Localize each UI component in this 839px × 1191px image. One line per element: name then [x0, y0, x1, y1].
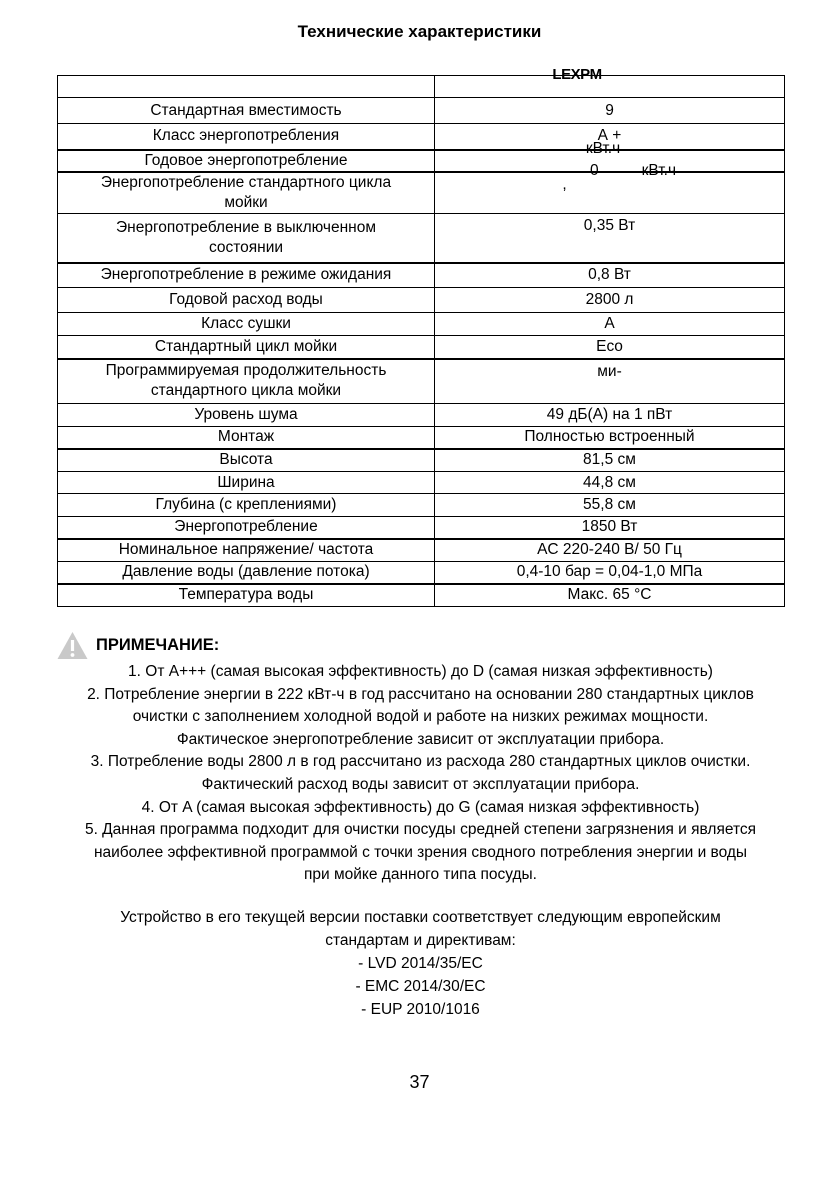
spec-value: 1850 Вт — [435, 517, 785, 539]
page-title: Технические характеристики — [297, 22, 542, 41]
spec-label: Энергопотребление — [58, 517, 435, 539]
compliance-line: - EMC 2014/30/EC — [355, 978, 486, 995]
note-lines — [57, 661, 784, 887]
spec-value: 9 — [435, 98, 785, 124]
spec-value: 0,4-10 бар = 0,04-1,0 МПа — [435, 562, 785, 584]
table-row — [58, 449, 785, 472]
spec-value: , — [435, 172, 785, 214]
warning-icon — [57, 631, 88, 660]
spec-label: Энергопотребление в выключенном состоянии — [58, 214, 435, 263]
spec-label: Класс энергопотребления — [58, 124, 435, 150]
spec-label: Стандартный цикл мойки — [58, 336, 435, 359]
specs-table-wrapper — [57, 66, 784, 607]
spec-value: AC 220-240 В/ 50 Гц — [435, 539, 785, 562]
note-line: 4. От A (самая высокая эффективность) до G (самая низкая эффективность) — [141, 798, 700, 816]
compliance-line: стандартам и директивам: — [325, 932, 516, 949]
note-line: 2. Потребление энергии в 222 кВт-ч в год рассчитано на основании 280 стандартных циклов — [87, 685, 754, 703]
spec-label: Стандартная вместимость — [58, 98, 435, 124]
spec-value: Макс. 65 °С — [435, 584, 785, 607]
table-row — [58, 313, 785, 336]
table-row — [58, 98, 785, 124]
table-row — [58, 214, 785, 263]
spec-label: Уровень шума — [58, 404, 435, 427]
spec-label: Глубина (с креплениями) — [58, 494, 435, 517]
table-row — [58, 336, 785, 359]
spec-label: Энергопотребление стандартного цикла мойки — [58, 172, 435, 214]
table-row — [58, 584, 785, 607]
spec-label: Давление воды (давление потока) — [58, 562, 435, 584]
model-name-overlay: LEXPM — [552, 66, 602, 83]
page-number: 37 — [409, 1072, 430, 1092]
table-row — [58, 124, 785, 150]
specs-table — [57, 75, 785, 607]
note-line: очистки с заполнением холодной водой и работе на низких режимах мощности. — [132, 708, 709, 726]
notes-section — [57, 629, 784, 887]
note-line: Фактический расход воды зависит от эксплуатации прибора. — [201, 775, 640, 793]
spec-label: Класс сушки — [58, 313, 435, 336]
note-line: наиболее эффективной программой с точки зрения сводного потребления энергии и воды — [93, 843, 748, 861]
note-line: 5. Данная программа подходит для очистки посуды средней степени загрязнения и является — [84, 821, 757, 839]
spec-value: 55,8 см — [435, 494, 785, 517]
header-model-cell — [435, 76, 785, 98]
spec-label: Номинальное напряжение/ частота — [58, 539, 435, 562]
table-row — [58, 288, 785, 313]
compliance-line: - EUP 2010/1016 — [361, 1001, 480, 1018]
spec-label: Годовое энергопотребление — [58, 150, 435, 172]
kwh-fragment-bottom: 0 кВт.ч — [589, 162, 677, 179]
table-row — [58, 404, 785, 427]
spec-value: 0,8 Вт — [435, 263, 785, 288]
table-row — [58, 359, 785, 404]
table-row — [58, 263, 785, 288]
spec-value: А — [435, 313, 785, 336]
table-row — [58, 517, 785, 539]
table-row — [58, 472, 785, 494]
table-row — [58, 562, 785, 584]
spec-value: Eco — [435, 336, 785, 359]
spec-value: 49 дБ(А) на 1 пВт — [435, 404, 785, 427]
spec-label: Программируемая продолжительность стандартного цикла мойки — [58, 359, 435, 404]
spec-value: ми- — [435, 359, 785, 404]
spec-value: Полностью встроенный — [435, 427, 785, 449]
spec-label: Температура воды — [58, 584, 435, 607]
spec-value: 81,5 см — [435, 449, 785, 472]
kwh-fragment-top: кВт.ч — [585, 140, 621, 157]
compliance-section — [57, 906, 784, 1021]
note-heading-row — [57, 629, 784, 661]
spec-value: А + — [435, 124, 785, 150]
table-row — [58, 539, 785, 562]
spec-label: Высота — [58, 449, 435, 472]
table-row — [58, 427, 785, 449]
spec-label: Годовой расход воды — [58, 288, 435, 313]
spec-value: 0,35 Вт — [435, 214, 785, 263]
note-line: 1. От А+++ (самая высокая эффективность) до D (самая низкая эффективность) — [128, 663, 713, 680]
compliance-line: Устройство в его текущей версии поставки соответствует следующим европейским — [120, 909, 721, 926]
table-row — [58, 494, 785, 517]
compliance-line: - LVD 2014/35/EC — [358, 955, 483, 972]
spec-value: 2800 л — [435, 288, 785, 313]
note-line: 3. Потребление воды 2800 л в год рассчитано из расхода 280 стандартных циклов очистки. — [90, 753, 751, 771]
note-line: Фактическое энергопотребление зависит от эксплуатации прибора. — [176, 730, 665, 748]
spec-label: Монтаж — [58, 427, 435, 449]
note-line: при мойке данного типа посуды. — [303, 866, 537, 884]
note-heading: ПРИМЕЧАНИЕ: — [96, 635, 220, 654]
spec-value: 44,8 см — [435, 472, 785, 494]
table-header-row — [58, 76, 785, 98]
spec-label: Энергопотребление в режиме ожидания — [58, 263, 435, 288]
header-empty-cell — [58, 76, 435, 98]
spec-label: Ширина — [58, 472, 435, 494]
